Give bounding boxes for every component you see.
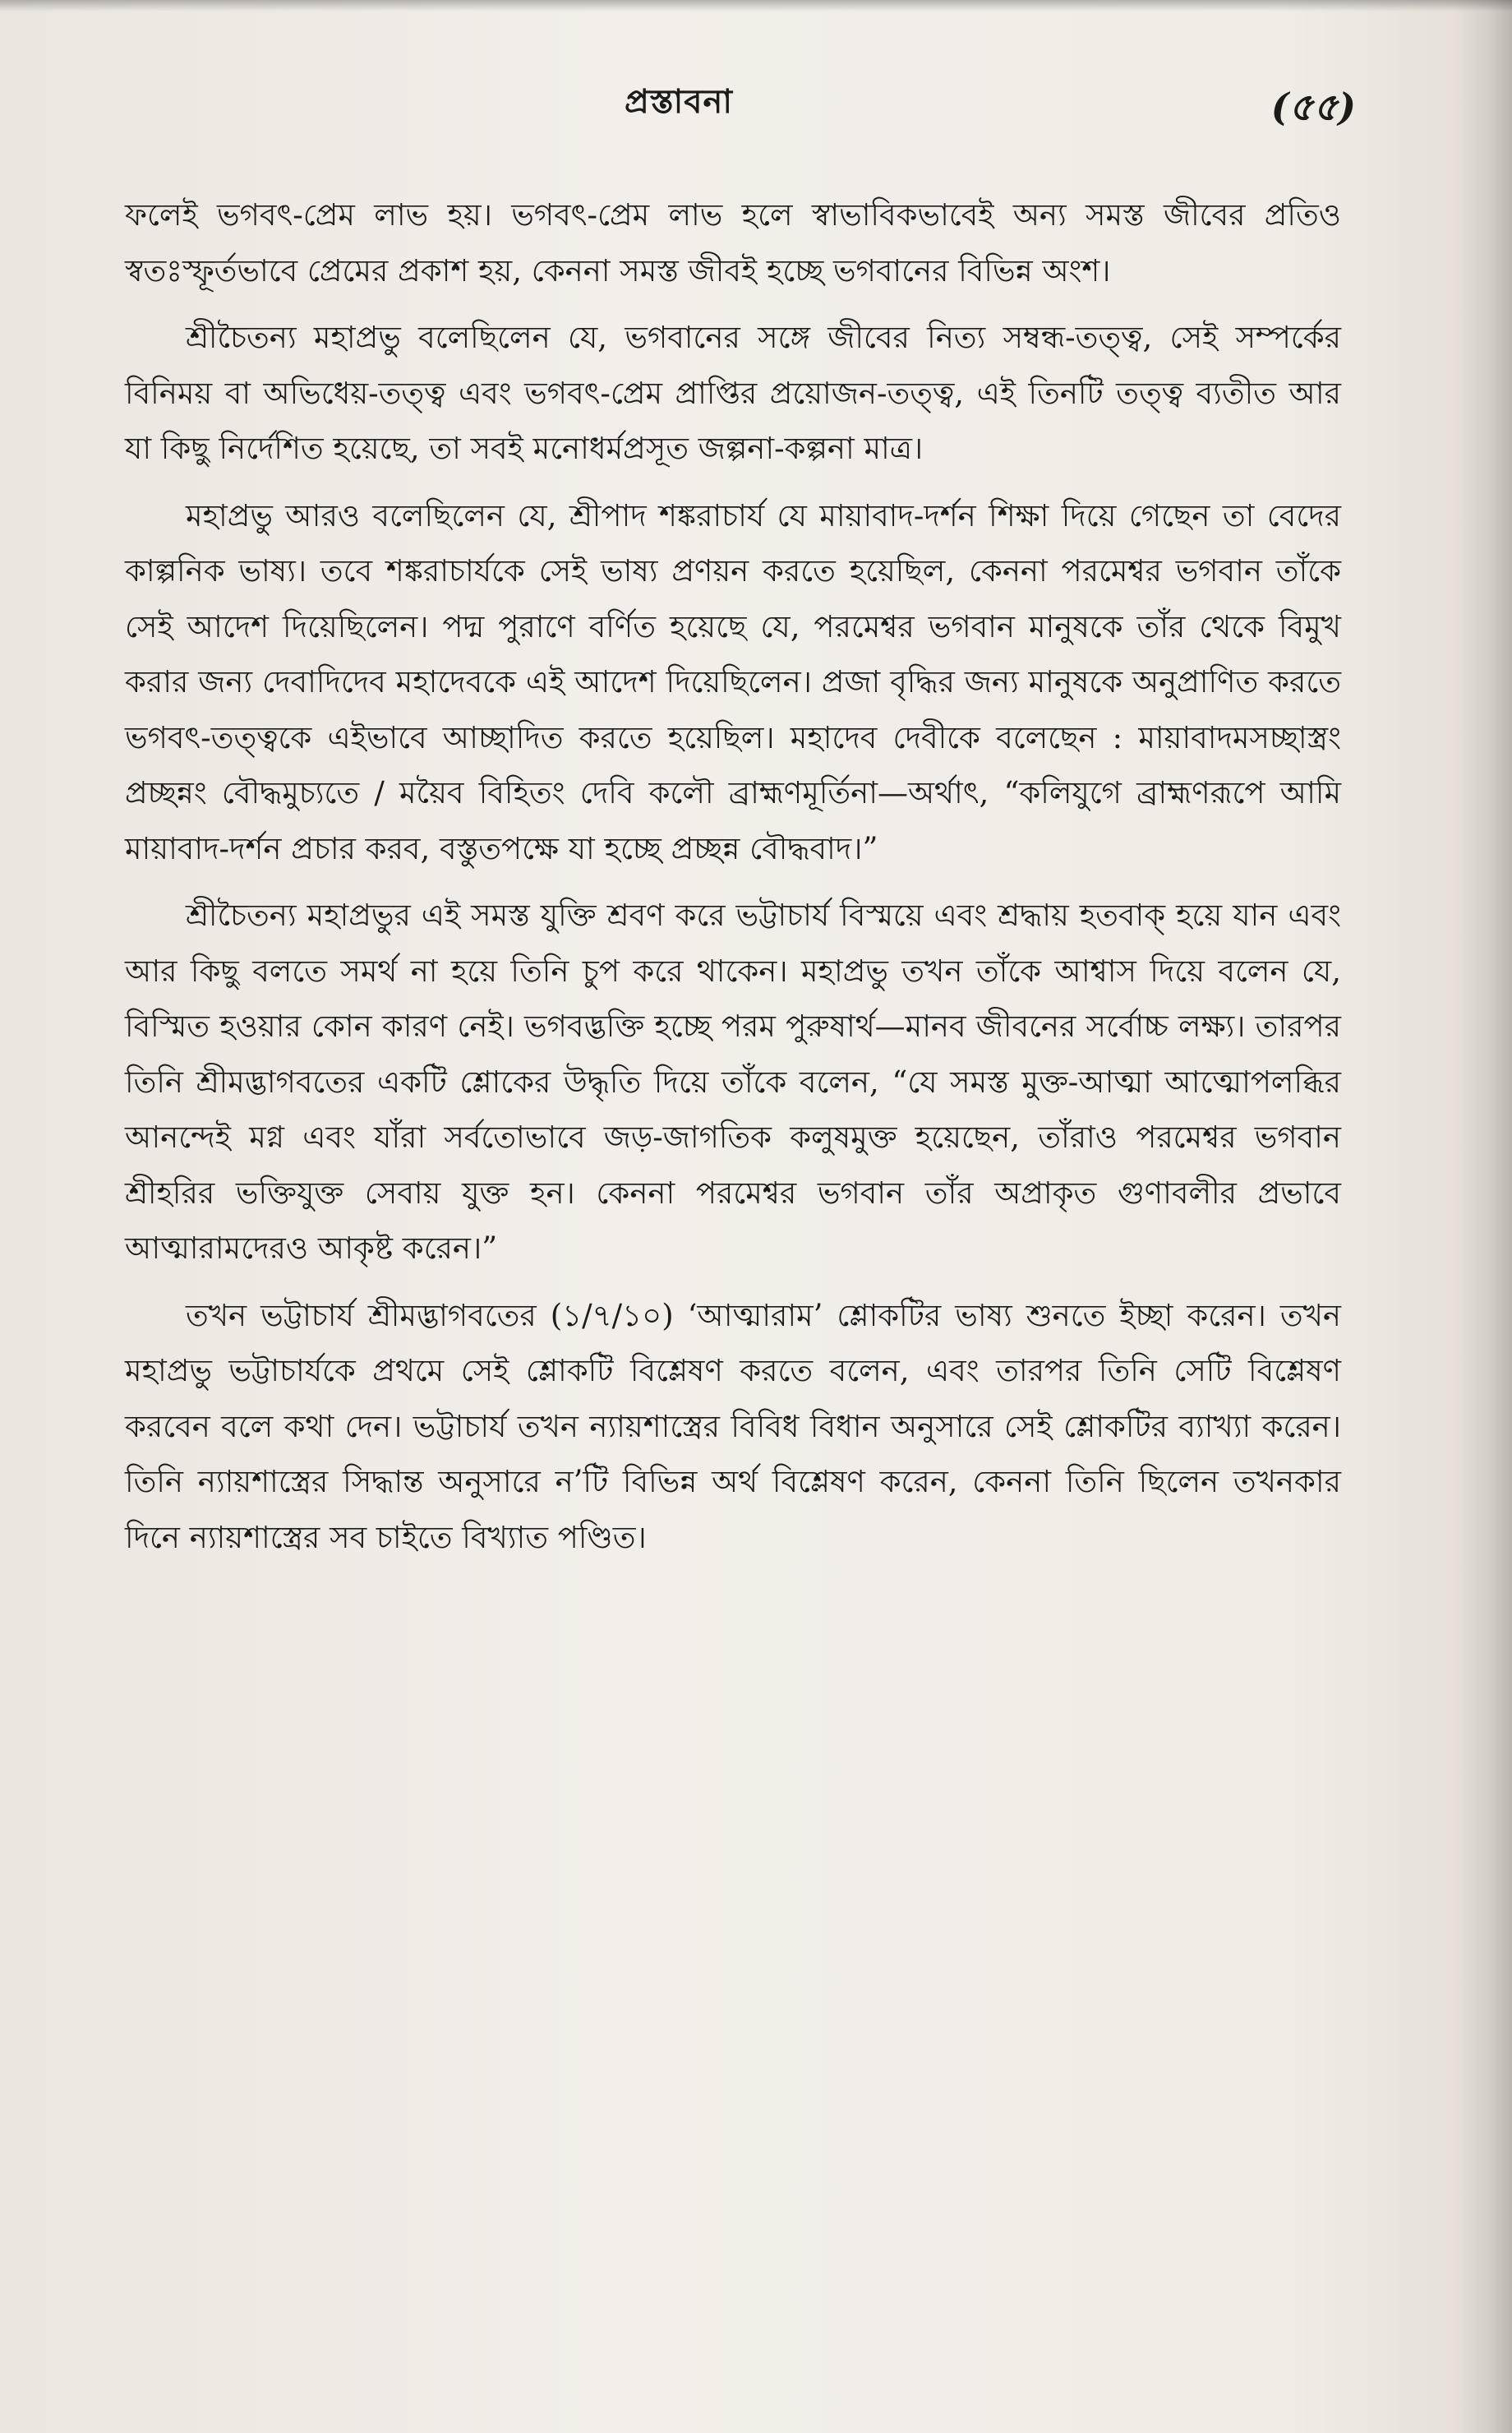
paragraph-3: মহাপ্রভু আরও বলেছিলেন যে, শ্রীপাদ শঙ্করাচার্য যে মায়াবাদ-দর্শন শিক্ষা দিয়ে গেছেন তা বেদের কাল্পনিক ভাষ্য। তবে শঙ্করাচার্যকে সেই ভাষ্য প্রণয়ন করতে হয়েছিল, কেননা পরমেশ্বর ভগবান তাঁকে সেই আদেশ দিয়েছিলেন। পদ্ম পুরাণে বর্ণিত হয়েছে যে, পরমেশ্বর ভগবান মানুষকে তাঁর থেকে বিমুখ করার জন্য দেবাদিদেব মহাদেবকে এই আদেশ দিয়েছিলেন। প্রজা বৃদ্ধির জন্য মানুষকে অনুপ্রাণিত করতে ভগবৎ-তত্ত্বকে এইভাবে আচ্ছাদিত করতে হয়েছিল। মহাদেব দেবীকে বলেছেন : মায়াবাদমসচ্ছাস্ত্রং প্রচ্ছন্নং বৌদ্ধমুচ্যতে / ময়ৈব বিহিতং দেবি কলৌ ব্রাহ্মণমূর্তিনা—অর্থাৎ, “কলিযুগে ব্রাহ্মণরূপে আমি মায়াবাদ-দর্শন প্রচার করব, বস্তুতপক্ষে যা হচ্ছে প্রচ্ছন্ন বৌদ্ধবাদ।” bbox=[125, 497, 1341, 866]
page-top-edge bbox=[0, 0, 1512, 12]
paragraph-2: শ্রীচৈতন্য মহাপ্রভু বলেছিলেন যে, ভগবানের সঙ্গে জীবের নিত্য সম্বন্ধ-তত্ত্ব, সেই সম্পর্কের বিনিময় বা অভিধেয়-তত্ত্ব এবং ভগবৎ-প্রেম প্রাপ্তির প্রয়োজন-তত্ত্ব, এই তিনটি তত্ত্ব ব্যতীত আর যা কিছু নির্দেশিত হয়েছে, তা সবই মনোধর্মপ্রসূত জল্পনা-কল্পনা মাত্র। bbox=[125, 320, 1341, 466]
paragraph-5: তখন ভট্টাচার্য শ্রীমদ্ভাগবতের (১/৭/১০) ‘আত্মারাম’ শ্লোকটির ভাষ্য শুনতে ইচ্ছা করেন। তখন মহাপ্রভু ভট্টাচার্যকে প্রথমে সেই শ্লোকটি বিশ্লেষণ করতে বলেন, এবং তারপর তিনি সেটি বিশ্লেষণ করবেন বলে কথা দেন। ভট্টাচার্য তখন ন্যায়শাস্ত্রের বিবিধ বিধান অনুসারে সেই শ্লোকটির ব্যাখ্যা করেন। তিনি ন্যায়শাস্ত্রের সিদ্ধান্ত অনুসারে ন’টি বিভিন্ন অর্থ বিশ্লেষণ করেন, কেননা তিনি ছিলেন তখনকার দিনে ন্যায়শাস্ত্রের সব চাইতে বিখ্যাত পণ্ডিত। bbox=[125, 1297, 1341, 1555]
running-head-title: প্রস্তাবনা bbox=[625, 82, 733, 121]
page-edge-shadow bbox=[1454, 0, 1512, 2433]
paragraph-1: ফলেই ভগবৎ-প্রেম লাভ হয়। ভগবৎ-প্রেম লাভ হলে স্বাভাবিকভাবেই অন্য সমস্ত জীবের প্রতিও স্বতঃস্ফূর্তভাবে প্রেমের প্রকাশ হয়, কেননা সমস্ত জীবই হচ্ছে ভগবানের বিভিন্ন অংশ। bbox=[125, 197, 1341, 289]
running-header bbox=[0, 76, 1512, 133]
body-text bbox=[125, 187, 1341, 1577]
page-number: (৫৫) bbox=[1270, 85, 1356, 129]
paragraph-4: শ্রীচৈতন্য মহাপ্রভুর এই সমস্ত যুক্তি শ্রবণ করে ভট্টাচার্য বিস্ময়ে এবং শ্রদ্ধায় হতবাক্ হয়ে যান এবং আর কিছু বলতে সমর্থ না হয়ে তিনি চুপ করে থাকেন। মহাপ্রভু তখন তাঁকে আশ্বাস দিয়ে বলেন যে, বিস্মিত হওয়ার কোন কারণ নেই। ভগবদ্ভক্তি হচ্ছে পরম পুরুষার্থ—মানব জীবনের সর্বোচ্চ লক্ষ্য। তারপর তিনি শ্রীমদ্ভাগবতের একটি শ্লোকের উদ্ধৃতি দিয়ে তাঁকে বলেন, “যে সমস্ত মুক্ত-আত্মা আত্মোপলব্ধির আনন্দেই মগ্ন এবং যাঁরা সর্বতোভাবে জড়-জাগতিক কলুষমুক্ত হয়েছেন, তাঁরাও পরমেশ্বর ভগবান শ্রীহরির ভক্তিযুক্ত সেবায় যুক্ত হন। কেননা পরমেশ্বর ভগবান তাঁর অপ্রাকৃত গুণাবলীর প্রভাবে আত্মারামদেরও আকৃষ্ট করেন।” bbox=[125, 898, 1341, 1266]
